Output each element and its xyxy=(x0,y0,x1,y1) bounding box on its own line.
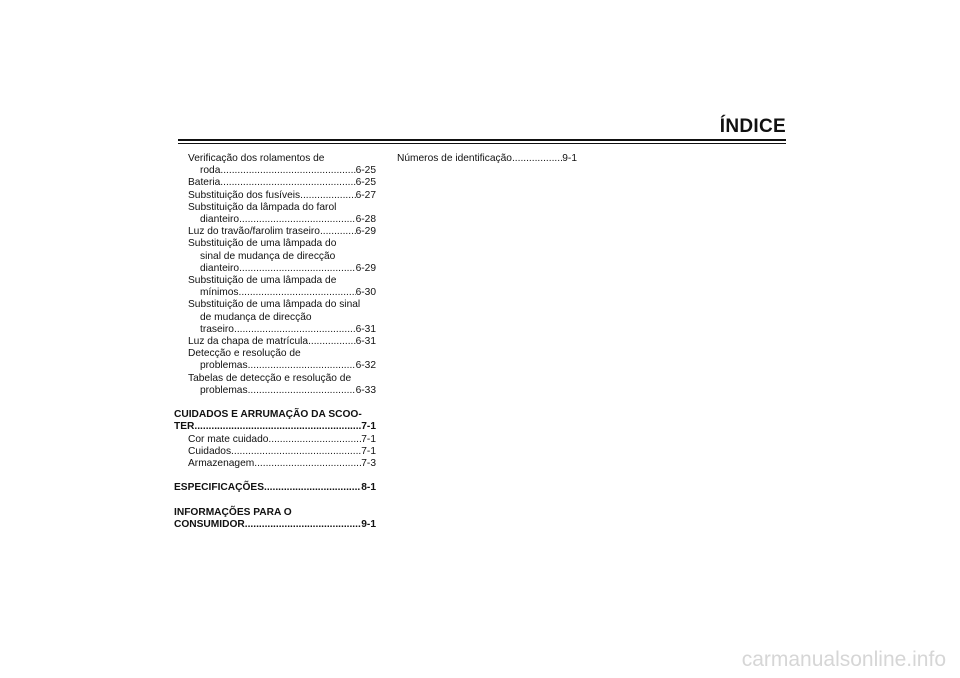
toc-label: traseiro xyxy=(200,323,234,335)
toc-section-care-storage-line1: CUIDADOS E ARRUMAÇÃO DA SCOO- xyxy=(174,409,362,421)
toc-page-number: 9-1 xyxy=(361,519,376,531)
toc-page-number: 6-27 xyxy=(355,189,376,201)
toc-label: ESPECIFICAÇÕES xyxy=(174,482,265,494)
toc-section-care-storage[interactable] xyxy=(174,421,376,433)
toc-label: dianteiro xyxy=(200,214,240,226)
toc-leader-dots xyxy=(220,165,355,177)
toc-label: Cor mate cuidado xyxy=(188,433,269,445)
toc-leader-dots xyxy=(194,421,361,433)
toc-label: TER xyxy=(174,421,195,433)
toc-page-number: 6-25 xyxy=(355,165,376,177)
toc-spacer xyxy=(174,470,376,482)
toc-entry-storage[interactable] xyxy=(174,458,376,470)
toc-entry-matte-color-care[interactable] xyxy=(174,434,376,446)
toc-leader-dots xyxy=(220,177,355,189)
toc-entry-headlight[interactable] xyxy=(174,214,376,226)
toc-leader-dots xyxy=(248,360,356,372)
toc-entry-wheel-bearings-line1: Verificação dos rolamentos de xyxy=(188,153,325,164)
toc-leader-dots xyxy=(320,226,356,238)
toc-label: problemas xyxy=(200,384,248,396)
watermark-text: carmanualsonline.info xyxy=(741,648,946,671)
toc-page-number: 6-28 xyxy=(355,214,376,226)
toc-page-number: 6-31 xyxy=(355,323,376,335)
toc-page-number: 6-32 xyxy=(355,360,376,372)
page-title: ÍNDICE xyxy=(719,116,786,137)
toc-entry-rear-turn-signal-line2: de mudança de direcção xyxy=(200,311,312,323)
toc-leader-dots xyxy=(254,458,361,470)
title-rule-thick xyxy=(178,139,786,141)
toc-page-number: 7-1 xyxy=(361,445,376,457)
toc-label: Luz da chapa de matrícula xyxy=(188,336,309,348)
toc-page-number: 6-29 xyxy=(355,262,376,274)
toc-entry-troubleshooting-charts-line1: Tabelas de detecção e resolução de xyxy=(188,372,352,384)
toc-leader-dots xyxy=(239,214,356,226)
toc-entry-care[interactable] xyxy=(174,446,376,458)
toc-label: CONSUMIDOR xyxy=(174,519,245,531)
toc-entry-troubleshooting[interactable] xyxy=(174,360,376,372)
toc-entry-brake-tail-light[interactable] xyxy=(174,226,376,238)
toc-page-number: 7-3 xyxy=(361,458,376,470)
toc-leader-dots xyxy=(245,519,362,531)
toc-leader-dots xyxy=(512,153,562,165)
toc-spacer xyxy=(174,495,376,507)
toc-page-number: 7-1 xyxy=(361,433,376,445)
toc-entry-position-light-line1: Substituição de uma lâmpada de xyxy=(188,275,337,287)
toc-section-consumer-info[interactable] xyxy=(174,519,376,531)
toc-entry-identification-numbers[interactable] xyxy=(397,153,577,165)
toc-label: Números de identificação xyxy=(397,153,512,164)
toc-leader-dots xyxy=(234,324,356,336)
toc-label: Substituição dos fusíveis xyxy=(188,189,301,201)
toc-label: Armazenagem xyxy=(188,458,255,470)
toc-label: mínimos xyxy=(200,287,239,299)
toc-page-number: 6-29 xyxy=(355,226,376,238)
toc-page-number: 8-1 xyxy=(361,482,376,494)
toc-right-column xyxy=(397,153,577,165)
toc-leader-dots xyxy=(248,385,356,397)
toc-entry-rear-turn-signal[interactable] xyxy=(174,324,376,336)
toc-entry-front-turn-signal-line1: Substituição de uma lâmpada do xyxy=(188,238,337,250)
toc-page-number: 6-25 xyxy=(355,177,376,189)
toc-label: problemas xyxy=(200,360,248,372)
toc-leader-dots xyxy=(268,434,361,446)
toc-entry-troubleshooting-line1: Detecção e resolução de xyxy=(188,348,301,360)
toc-entry-front-turn-signal[interactable] xyxy=(174,263,376,275)
toc-page-number: 7-1 xyxy=(361,421,376,433)
toc-leader-dots xyxy=(231,446,361,458)
toc-section-specifications[interactable] xyxy=(174,482,376,494)
toc-leader-dots xyxy=(239,287,356,299)
toc-spacer xyxy=(174,397,376,409)
toc-leader-dots xyxy=(239,263,356,275)
toc-page-number: 6-31 xyxy=(355,336,376,348)
toc-entry-position-light[interactable] xyxy=(174,287,376,299)
toc-leader-dots xyxy=(264,482,361,494)
toc-page-number: 9-1 xyxy=(562,153,577,164)
toc-page-number: 6-30 xyxy=(355,287,376,299)
toc-leader-dots xyxy=(308,336,356,348)
toc-label: Bateria xyxy=(188,177,221,189)
toc-entry-headlight-line1: Substituição da lâmpada do farol xyxy=(188,201,337,213)
toc-entry-license-plate-light[interactable] xyxy=(174,336,376,348)
toc-label: roda xyxy=(200,165,221,177)
toc-entry-wheel-bearings[interactable] xyxy=(174,165,376,177)
toc-entry-battery[interactable] xyxy=(174,177,376,189)
toc-label: dianteiro xyxy=(200,262,240,274)
toc-entry-rear-turn-signal-line1: Substituição de uma lâmpada do sinal xyxy=(188,299,361,311)
toc-label: Cuidados xyxy=(188,445,232,457)
toc-left-column xyxy=(174,153,376,531)
toc-entry-front-turn-signal-line2: sinal de mudança de direcção xyxy=(200,250,336,262)
toc-label: Luz do travão/farolim traseiro xyxy=(188,226,320,238)
toc-page-number: 6-33 xyxy=(355,384,376,396)
toc-entry-fuses[interactable] xyxy=(174,190,376,202)
title-rule-thin xyxy=(178,143,786,144)
toc-entry-troubleshooting-charts[interactable] xyxy=(174,385,376,397)
toc-leader-dots xyxy=(300,190,355,202)
toc-section-consumer-info-line1: INFORMAÇÕES PARA O xyxy=(174,506,292,518)
